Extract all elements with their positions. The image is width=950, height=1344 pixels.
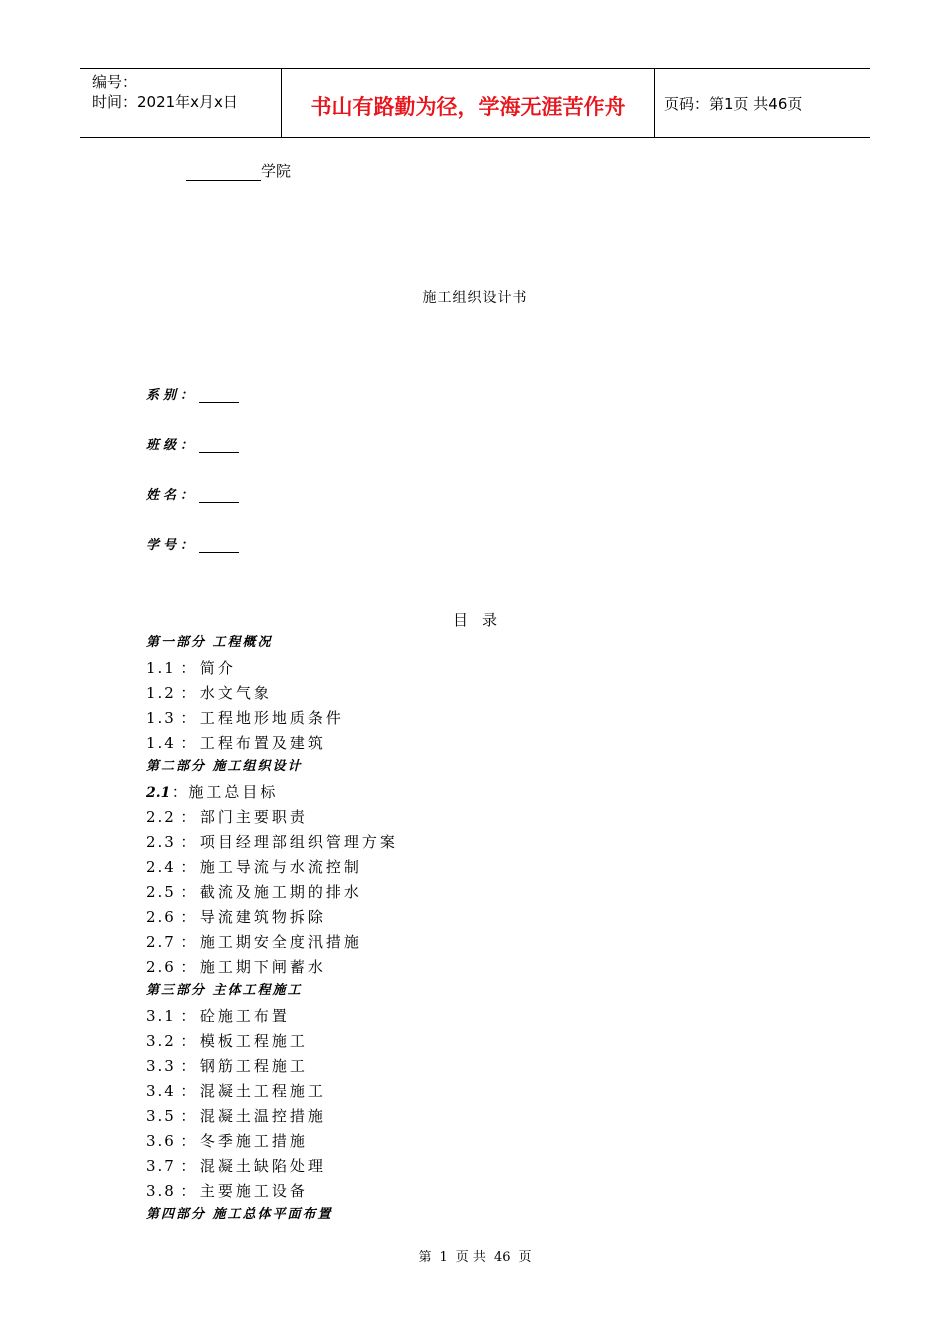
toc-item-separator: ： (180, 1132, 196, 1150)
toc-item-number: 3.5 (146, 1107, 176, 1125)
toc-item-number: 3.8 (146, 1182, 176, 1200)
page-info: 页码：第1页 共46页 (664, 95, 803, 113)
toc-item-title: 砼施工布置 (199, 1007, 290, 1025)
field-department (146, 384, 239, 403)
toc-item (146, 706, 398, 731)
toc-item-title: 部门主要职责 (199, 808, 308, 826)
toc-item-separator: ： (180, 1157, 196, 1175)
toc-item-number: 2.3 (146, 833, 176, 851)
field-name (146, 484, 239, 503)
page-header (80, 68, 870, 138)
toc-item-separator: ： (180, 1082, 196, 1100)
college-line (186, 160, 291, 181)
toc-item (146, 1029, 398, 1054)
toc-item (146, 1154, 398, 1179)
toc-item-number: 1.2 (146, 684, 176, 702)
toc-item-number: 3.3 (146, 1057, 176, 1075)
toc-part-heading: 第四部分 施工总体平面布置 (146, 1207, 333, 1222)
toc-item-title: 水文气象 (199, 684, 272, 702)
toc-item-number: 3.7 (146, 1157, 176, 1175)
toc-item-separator: ： (180, 958, 196, 976)
field-blank (199, 540, 239, 553)
toc-item-title: 简介 (199, 659, 236, 677)
toc-item-title: 混凝土工程施工 (199, 1082, 326, 1100)
college-suffix: 学院 (261, 162, 292, 180)
toc-item (146, 955, 398, 980)
toc-item (146, 1179, 398, 1204)
toc-item (146, 805, 398, 830)
field-blank (199, 440, 239, 453)
motto-text: 书山有路勤为径，学海无涯苦作舟 (310, 95, 626, 119)
toc-part-heading: 第一部分 工程概况 (146, 635, 273, 650)
toc-item-title: 钢筋工程施工 (199, 1057, 308, 1075)
toc-title: 目录 (452, 611, 511, 629)
toc-item-number: 2.4 (146, 858, 176, 876)
toc-item-number: 2.6 (146, 958, 176, 976)
toc-item-separator: ： (180, 1057, 196, 1075)
field-blank (199, 390, 239, 403)
toc-item (146, 780, 398, 805)
toc-item-number: 2.5 (146, 883, 176, 901)
toc-part-heading: 第三部分 主体工程施工 (146, 983, 303, 998)
toc-item-title: 主要施工设备 (199, 1182, 308, 1200)
footer-mid: 页 共 (455, 1250, 486, 1265)
toc-item-separator: ： (180, 709, 196, 727)
document-title: 施工组织设计书 (422, 290, 528, 306)
footer-total-pages: 46 (493, 1250, 511, 1265)
toc-item-separator: ： (180, 1107, 196, 1125)
toc-item (146, 1004, 398, 1029)
toc-item-number: 1.4 (146, 734, 176, 752)
table-of-contents (146, 632, 398, 1228)
toc-item-title: 项目经理部组织管理方案 (199, 833, 398, 851)
header-motto-cell (281, 69, 655, 137)
toc-item-number: 2.7 (146, 933, 176, 951)
toc-item-title: 施工期下闸蓄水 (199, 958, 326, 976)
toc-item (146, 1104, 398, 1129)
field-label: 班级： (146, 438, 198, 453)
toc-item (146, 855, 398, 880)
header-page-cell (654, 69, 870, 137)
toc-item (146, 681, 398, 706)
toc-item-title: 工程布置及建筑 (199, 734, 326, 752)
field-label: 系别： (146, 388, 198, 403)
toc-item-separator: ： (180, 1032, 196, 1050)
toc-item-number: 2.1 (146, 785, 171, 801)
toc-item-separator: ： (180, 684, 196, 702)
toc-item-number: 3.2 (146, 1032, 176, 1050)
toc-item-separator: ： (180, 734, 196, 752)
toc-item-title: 冬季施工措施 (199, 1132, 308, 1150)
footer-suffix: 页 (518, 1250, 532, 1265)
toc-item (146, 1079, 398, 1104)
toc-item (146, 880, 398, 905)
toc-item-separator: ： (180, 883, 196, 901)
college-blank (186, 163, 261, 181)
footer-current-page: 1 (439, 1250, 448, 1265)
toc-item-number: 2.2 (146, 808, 176, 826)
field-student-id (146, 534, 239, 553)
page-footer (0, 1246, 950, 1265)
toc-item-separator: ： (180, 659, 196, 677)
toc-item-number: 1.1 (146, 659, 176, 677)
toc-item-separator: ： (180, 858, 196, 876)
toc-item-separator: ： (180, 908, 196, 926)
toc-item-number: 1.3 (146, 709, 176, 727)
field-blank (199, 490, 239, 503)
toc-item-separator: ： (180, 933, 196, 951)
toc-item-number: 3.6 (146, 1132, 176, 1150)
number-label: 编号： (92, 73, 138, 91)
toc-item-title: 施工总目标 (188, 783, 279, 801)
toc-item-title: 混凝土缺陷处理 (199, 1157, 326, 1175)
toc-item-title: 混凝土温控措施 (199, 1107, 326, 1125)
toc-item-title: 截流及施工期的排水 (199, 883, 362, 901)
toc-item (146, 1129, 398, 1154)
toc-item (146, 656, 398, 681)
toc-item-title: 施工导流与水流控制 (199, 858, 362, 876)
toc-item-number: 3.1 (146, 1007, 176, 1025)
field-class (146, 434, 239, 453)
toc-item-title: 导流建筑物拆除 (199, 908, 326, 926)
toc-item-title: 工程地形地质条件 (199, 709, 344, 727)
toc-part-heading: 第二部分 施工组织设计 (146, 759, 303, 774)
toc-item-title: 施工期安全度汛措施 (199, 933, 362, 951)
toc-item-separator: ： (180, 1007, 196, 1025)
toc-item (146, 1054, 398, 1079)
toc-item-separator: ： (180, 833, 196, 851)
field-label: 姓名： (146, 488, 198, 503)
toc-item (146, 830, 398, 855)
toc-item-separator: ： (180, 808, 196, 826)
toc-item-number: 2.6 (146, 908, 176, 926)
toc-item-title: 模板工程施工 (199, 1032, 308, 1050)
time-label: 时间：2021年x月x日 (92, 93, 238, 111)
toc-item (146, 905, 398, 930)
toc-item-separator: ： (180, 1182, 196, 1200)
toc-item (146, 930, 398, 955)
field-label: 学号： (146, 538, 198, 553)
footer-prefix: 第 (418, 1250, 432, 1265)
toc-item-separator: ： (171, 783, 187, 801)
toc-item (146, 731, 398, 756)
toc-item-number: 3.4 (146, 1082, 176, 1100)
header-meta-cell (80, 69, 281, 137)
